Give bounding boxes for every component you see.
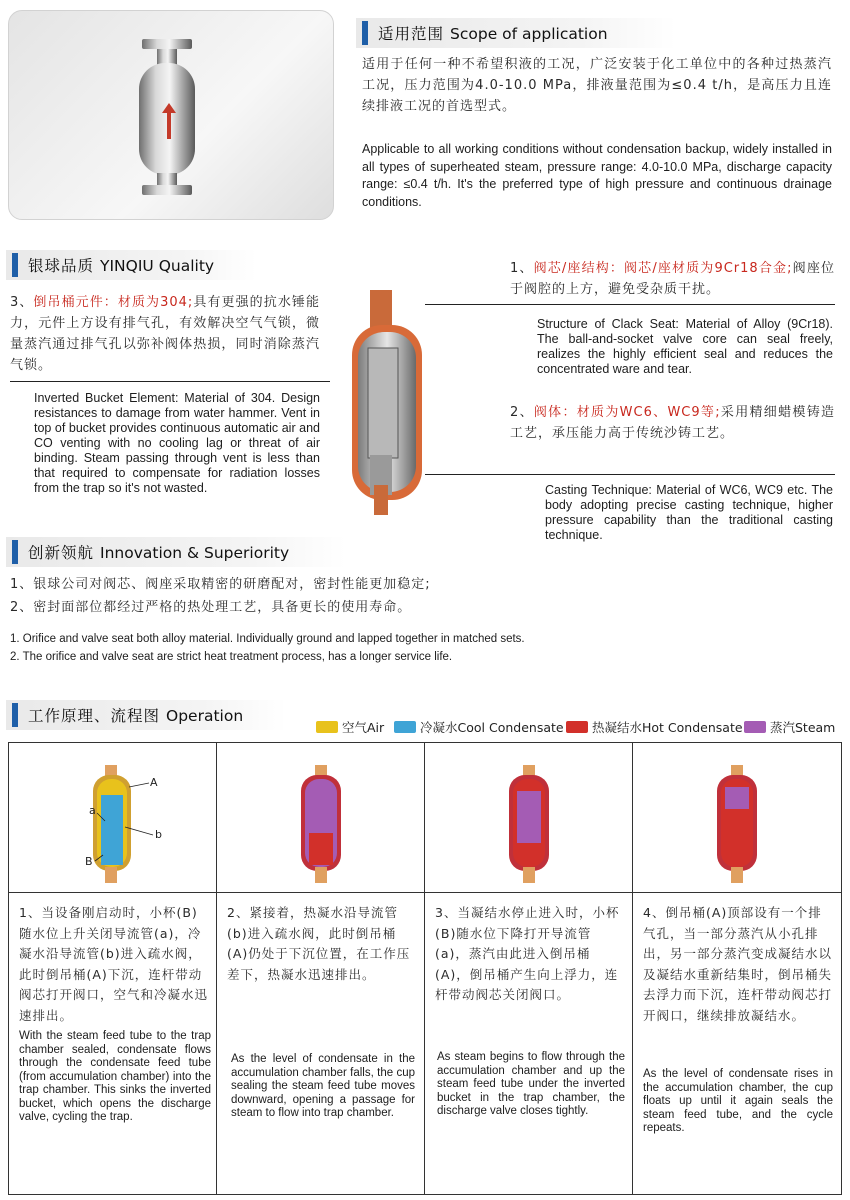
callout-line xyxy=(10,381,330,382)
step-2-diagram xyxy=(217,743,424,893)
heading-bar xyxy=(12,703,18,727)
heading-bar xyxy=(12,540,18,564)
operation-step-3 xyxy=(425,743,633,1194)
step-1-en: With the steam feed tube to the trap chamber sealed, condensate flows through the condensate feed tube (from accumulation chamber) into the trap chamber. This sinks the inverted bucket, which opens the discharge valve, cycling the trap. xyxy=(19,1030,211,1123)
quality-item-2-zh xyxy=(510,402,835,444)
scope-zh-text: 适用于任何一种不希望积液的工况，广泛安装于化工单位中的各种过热蒸汽工况，压力范围为4.0-10.0 MPa，排液量范围为≤0.4 t/h，是高压力且连续排液工况的首选型式。 xyxy=(362,57,832,114)
operation-heading-en: Operation xyxy=(166,707,244,725)
operation-step-4 xyxy=(633,743,841,1194)
quality-item-1-en: Structure of Clack Seat: Material of Alloy (9Cr18). The ball-and-socket valve core can seal freely, realizes the highly efficient seal and reduces the concentrated ware and tear. xyxy=(537,317,833,376)
step-2-en: As the level of condensate in the accumulation chamber falls, the cup sealing the steam feed tube moves downward, opening a passage for steam to flow into trap chamber. xyxy=(231,1053,415,1119)
product-photo xyxy=(8,10,334,220)
scope-heading-zh: 适用范围 xyxy=(378,25,445,43)
quality-heading-en: YINQIU Quality xyxy=(100,257,215,275)
step-4-diagram xyxy=(633,743,841,893)
heading-bar xyxy=(362,21,368,45)
label-B: B xyxy=(85,855,93,868)
callout-line xyxy=(425,304,835,305)
legend-label: 空气Air xyxy=(342,720,385,735)
label-A: A xyxy=(150,776,158,789)
scope-heading xyxy=(356,18,676,48)
operation-heading xyxy=(6,700,286,730)
step-4-en: As the level of condensate rises in the accumulation chamber, the cup floats up until it again seals the steam feed tube, and the cycle repeats. xyxy=(643,1068,833,1134)
heading-bar xyxy=(12,253,18,277)
trap-cross-section xyxy=(330,270,440,520)
quality-item-1-zh xyxy=(510,258,835,300)
innovation-en-2: 2. The orifice and valve seat are strict heat treatment process, has a longer service life. xyxy=(10,651,453,663)
operation-heading-zh: 工作原理、流程图 xyxy=(28,707,161,725)
quality-heading xyxy=(6,250,256,280)
item-prefix: 3、 xyxy=(10,295,34,310)
step-3-diagram xyxy=(425,743,632,893)
step-2-zh: 2、紧接着，热凝水沿导流管(b)进入疏水阀，此时倒吊桶(A)仍处于下沉位置，在工作压差下，热凝水迅速排出。 xyxy=(227,905,411,982)
legend-steam xyxy=(744,718,835,736)
quality-item-2-en: Casting Technique: Material of WC6, WC9 etc. The body adopting precise casting technique, higher pressure capability than the traditional casting technique. xyxy=(545,483,833,542)
scope-en-text: Applicable to all working conditions without condensation backup, widely installed in all types of superheated steam, pressure range: 4.0-10.0 MPa, discharge capacity range: ≤0.4 t/h. It's the preferred type of high pressure and continuous drainage conditions. xyxy=(362,142,832,209)
step-4-zh: 4、倒吊桶(A)顶部设有一个排气孔，当一部分蒸汽从小孔排出，另一部分蒸汽变成凝结水以及凝结水重新结集时，倒吊桶失去浮力而下沉，连杆带动阀芯打开阀口，继续排放凝结水。 xyxy=(643,905,833,1023)
innovation-heading-en: Innovation & Superiority xyxy=(100,544,290,562)
quality-item-3-en: Inverted Bucket Element: Material of 304. Design resistances to damage from water hammer. Vent in top of bucket provides continuous automatic air and CO venting with no cooling lag or threat of air binding. Steam passing through vent is less than that required to compensate for radiation losses from the trap so it's not wasted. xyxy=(34,391,320,495)
label-b: b xyxy=(155,828,162,841)
legend-label: 热凝结水Hot Condensate xyxy=(592,720,743,735)
legend-hot xyxy=(566,718,743,736)
item-prefix: 2、 xyxy=(510,405,534,420)
innovation-zh-1: 1、银球公司对阀芯、阀座采取精密的研磨配对，密封性能更加稳定; xyxy=(10,577,431,592)
innovation-heading xyxy=(6,537,346,567)
innovation-zh-2: 2、密封面部位都经过严格的热处理工艺，具备更长的使用寿命。 xyxy=(10,600,412,615)
operation-table xyxy=(8,742,842,1195)
item3-zh-body: 具有更强的抗水锤能力，元件上方设有排气孔，有效解决空气气锁，微量蒸汽通过排气孔以弥补阀体热损，同时消除蒸汽气锁。 xyxy=(10,295,320,373)
step-3-zh: 3、当凝结水停止进入时，小杯(B)随水位下降打开导流管(a)，蒸汽由此进入倒吊桶(A)，倒吊桶产生向上浮力，连杆带动阀芯关闭阀口。 xyxy=(435,905,620,1002)
legend-air xyxy=(316,718,384,736)
innovation-en-1: 1. Orifice and valve seat both alloy material. Individually ground and lapped together in matched sets. xyxy=(10,633,525,645)
item3-red-label: 倒吊桶元件：材质为304; xyxy=(33,295,194,310)
step-1-diagram xyxy=(9,743,216,893)
label-a: a xyxy=(89,804,96,817)
step-3-en: As steam begins to flow through the accumulation chamber and up the steam feed tube under the inverted bucket in the trap chamber, the discharge valve closes tightly. xyxy=(437,1051,625,1117)
legend-swatch xyxy=(394,721,416,733)
callout-line xyxy=(425,474,835,475)
step-1-zh: 1、当设备刚启动时，小杯(B)随水位上升关闭导流管(a)，冷凝水沿导流管(b)进入疏水阀，此时倒吊桶(A)下沉，连杆带动阀芯打开阀口，空气和冷凝水迅速排出。 xyxy=(19,905,209,1023)
item2-zh-body: 采用精细蜡模铸造工艺，承压能力高于传统沙铸工艺。 xyxy=(510,405,835,441)
quality-item-3-zh xyxy=(10,292,320,376)
item1-zh-body: 阀座位于阀腔的上方，避免受杂质干扰。 xyxy=(510,261,835,297)
legend-swatch xyxy=(316,721,338,733)
quality-heading-zh: 银球品质 xyxy=(28,257,95,275)
legend-cool xyxy=(394,718,564,736)
legend-swatch xyxy=(744,721,766,733)
operation-step-2 xyxy=(217,743,425,1194)
item1-red-label: 阀芯/座结构：阀芯/座材质为9Cr18合金; xyxy=(533,261,793,276)
scope-heading-en: Scope of application xyxy=(450,25,608,43)
item2-red-label: 阀体：材质为WC6、WC9等; xyxy=(533,405,721,420)
legend-swatch xyxy=(566,721,588,733)
item-prefix: 1、 xyxy=(510,261,534,276)
legend-label: 蒸汽Steam xyxy=(770,720,836,735)
operation-step-1 xyxy=(9,743,217,1194)
legend-label: 冷凝水Cool Condensate xyxy=(420,720,564,735)
innovation-heading-zh: 创新领航 xyxy=(28,544,95,562)
steam-trap-image xyxy=(9,11,334,220)
